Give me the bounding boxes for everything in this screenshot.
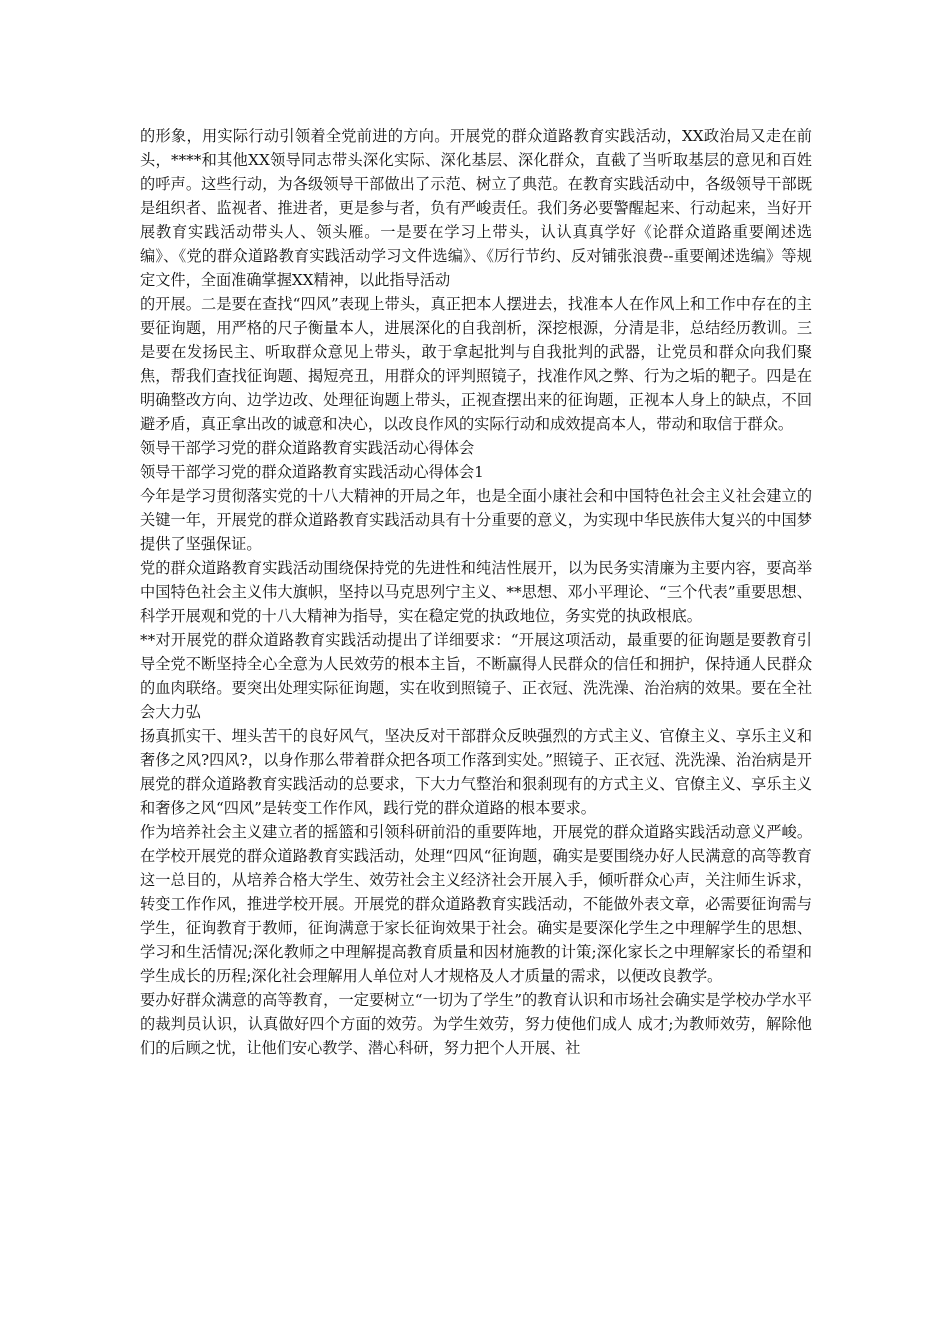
body-paragraph-5: **对开展党的群众道路教育实践活动提出了详细要求：“开展这项活动，最重要的征询题是要教育引导全党不断坚持全心全意为人民效劳的根本主旨，不断赢得人民群众的信任和拥护，保持通人民群众的血肉联络。要突出处理实际征询题，实在收到照镜子、正衣冠、洗洗澡、治治病的效果。要在全社会大力弘	[140, 631, 812, 721]
body-paragraph-3: 今年是学习贯彻落实党的十八大精神的开局之年，也是全面小康社会和中国特色社会主义社会建立的关键一年，开展党的群众道路教育实践活动具有十分重要的意义，为实现中华民族伟大复兴的中国梦提供了坚强保证。	[140, 487, 812, 553]
body-paragraph-8: 要办好群众满意的高等教育，一定要树立“一切为了学生”的教育认识和市场社会确实是学校办学水平的裁判员认识，认真做好四个方面的效劳。为学生效劳，努力使他们成人 成才;为教师效劳，解除他们的后顾之忧，让他们安心教学、潜心科研，努力把个人开展、社	[140, 991, 812, 1057]
document-page	[140, 124, 812, 1060]
section-title: 领导干部学习党的群众道路教育实践活动心得体会	[140, 439, 475, 457]
section-subtitle: 领导干部学习党的群众道路教育实践活动心得体会1	[140, 463, 484, 481]
body-paragraph-6: 扬真抓实干、埋头苦干的良好风气，坚决反对干部群众反映强烈的方式主义、官僚主义、享乐主义和奢侈之风?四风?，以身作那么带着群众把各项工作落到实处。”照镜子、正衣冠、洗洗澡、治治病是开展党的群众道路教育实践活动的总要求，下大力气整治和狠刹现有的方式主义、官僚主义、享乐主义和奢侈之风“四风”是转变工作作风，践行党的群众道路的根本要求。	[140, 727, 812, 817]
body-paragraph-7: 作为培养社会主义建立者的摇篮和引领科研前沿的重要阵地，开展党的群众道路实践活动意义严峻。在学校开展党的群众道路教育实践活动，处理“四风“征询题，确实是要围绕办好人民满意的高等教育这一总目的，从培养合格大学生、效劳社会主义经济社会开展入手，倾听群众心声，关注师生诉求，转变工作作风，推进学校开展。开展党的群众道路教育实践活动，不能做外表文章，必需要征询需与学生，征询教育于教师，征询满意于家长征询效果于社会。确实是要深化学生之中理解学生的思想、学习和生活情况;深化教师之中理解提高教育质量和因材施教的计策;深化家长之中理解家长的希望和学生成长的历程;深化社会理解用人单位对人才规格及人才质量的需求，以便改良教学。	[140, 823, 812, 985]
body-paragraph-1: 的形象，用实际行动引领着全党前进的方向。开展党的群众道路教育实践活动，XX政治局又走在前头，****和其他XX领导同志带头深化实际、深化基层、深化群众，直截了当听取基层的意见和百姓的呼声。这些行动，为各级领导干部做出了示范、树立了典范。在教育实践活动中，各级领导干部既是组织者、监视者、推进者，更是参与者，负有严峻责任。我们务必要警醒起来、行动起来，当好开展教育实践活动带头人、领头雁。一是要在学习上带头，认认真真学好《论群众道路重要阐述选编》、《党的群众道路教育实践活动学习文件选编》、《厉行节约、反对铺张浪费--重要阐述选编》等规定文件，全面准确掌握XX精神，以此指导活动	[140, 127, 812, 289]
body-paragraph-2: 的开展。二是要在查找“四风”表现上带头，真正把本人摆进去，找准本人在作风上和工作中存在的主要征询题，用严格的尺子衡量本人，进展深化的自我剖析，深挖根源，分清是非，总结经历教训。三是要在发扬民主、听取群众意见上带头，敢于拿起批判与自我批判的武器，让党员和群众向我们聚焦，帮我们查找征询题、揭短亮丑，用群众的评判照镜子，找准作风之弊、行为之垢的靶子。四是在明确整改方向、边学边改、处理征询题上带头，正视查摆出来的征询题，正视本人身上的缺点，不回避矛盾，真正拿出改的诚意和决心，以改良作风的实际行动和成效提高本人，带动和取信于群众。	[140, 295, 812, 433]
body-paragraph-4: 党的群众道路教育实践活动围绕保持党的先进性和纯洁性展开，以为民务实清廉为主要内容，要高举中国特色社会主义伟大旗帜，坚持以马克思列宁主义、**思想、邓小平理论、“三个代表”重要思想、科学开展观和党的十八大精神为指导，实在稳定党的执政地位，务实党的执政根底。	[140, 559, 812, 625]
